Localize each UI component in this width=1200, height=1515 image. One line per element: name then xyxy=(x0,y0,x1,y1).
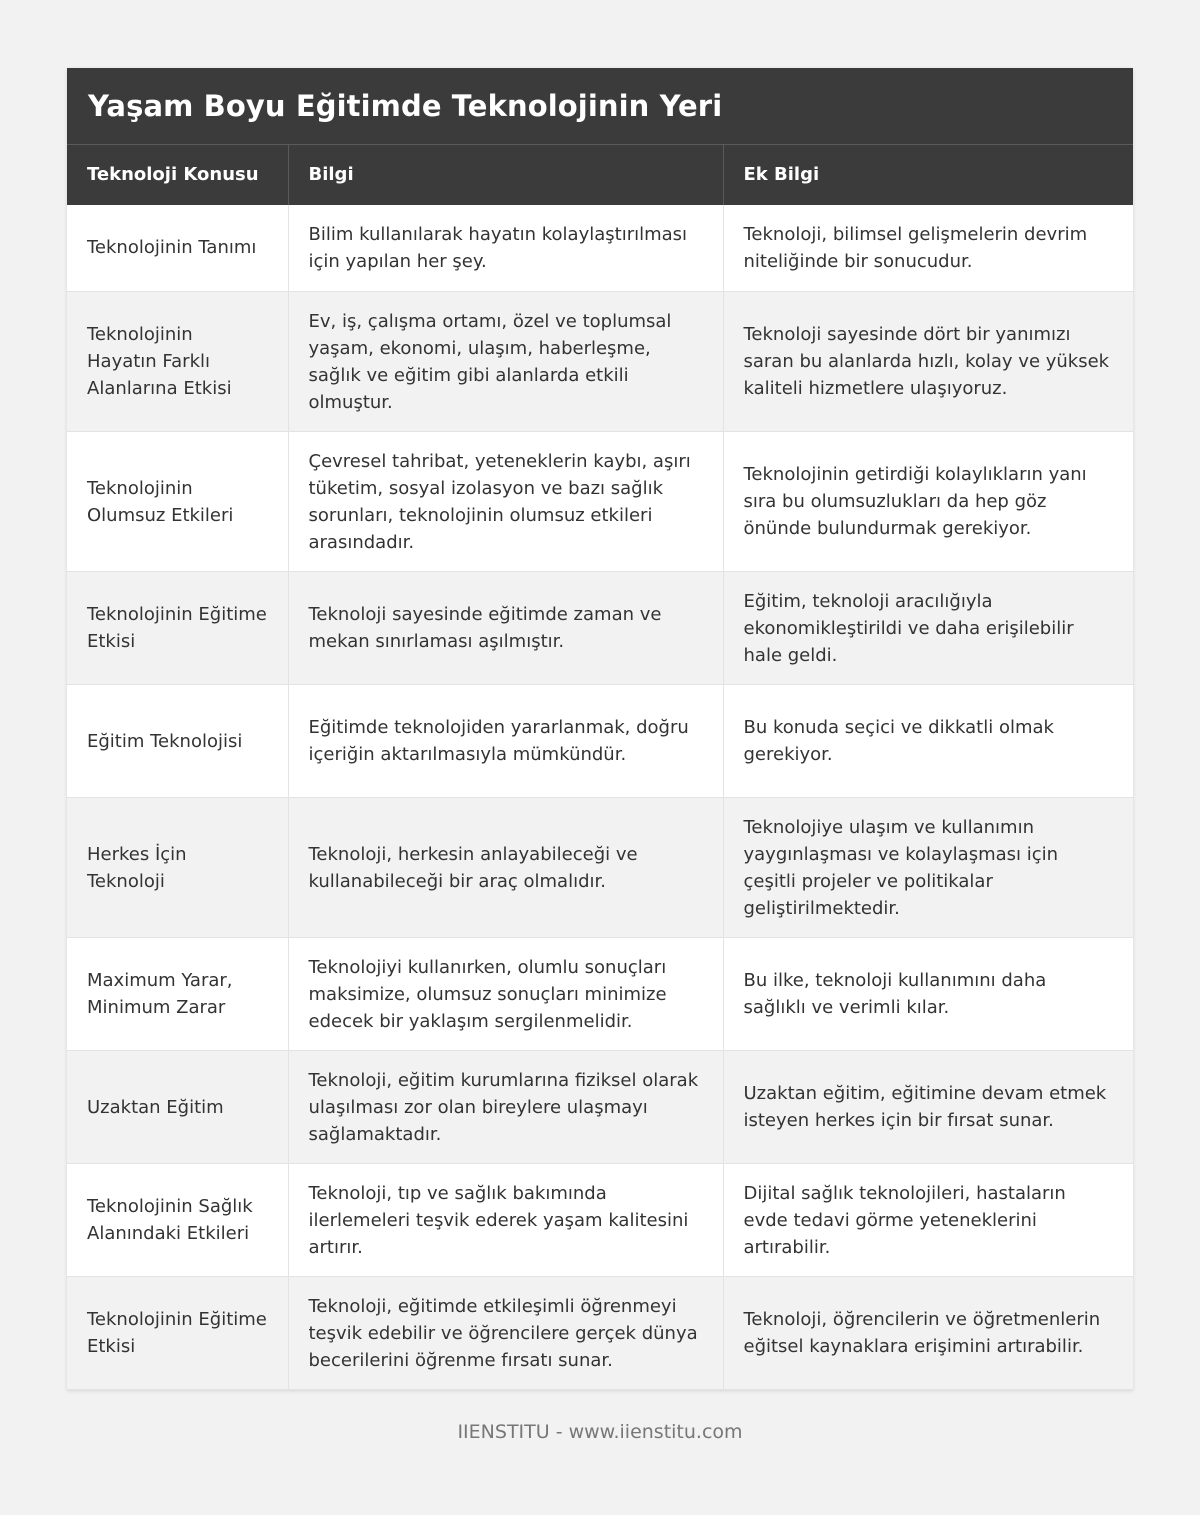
column-header-topic: Teknoloji Konusu xyxy=(67,145,288,205)
cell-extra: Bu ilke, teknoloji kullanımını daha sağlıklı ve verimli kılar. xyxy=(723,938,1133,1051)
table-row xyxy=(67,938,1133,1051)
data-table xyxy=(67,144,1133,1390)
table-row xyxy=(67,1164,1133,1277)
cell-topic: Teknolojinin Olumsuz Etkileri xyxy=(67,432,288,572)
cell-info: Teknoloji, herkesin anlayabileceği ve kullanabileceği bir araç olmalıdır. xyxy=(288,798,723,938)
cell-topic: Maximum Yarar, Minimum Zarar xyxy=(67,938,288,1051)
table-row xyxy=(67,685,1133,798)
cell-topic: Teknolojinin Eğitime Etkisi xyxy=(67,1277,288,1390)
cell-info: Teknolojiyi kullanırken, olumlu sonuçları maksimize, olumsuz sonuçları minimize edecek bir yaklaşım sergilenmelidir. xyxy=(288,938,723,1051)
cell-topic: Herkes İçin Teknoloji xyxy=(67,798,288,938)
table-row xyxy=(67,432,1133,572)
cell-extra: Teknoloji, öğrencilerin ve öğretmenlerin eğitsel kaynaklara erişimini artırabilir. xyxy=(723,1277,1133,1390)
cell-topic: Eğitim Teknolojisi xyxy=(67,685,288,798)
table-row xyxy=(67,292,1133,432)
cell-info: Teknoloji, tıp ve sağlık bakımında ilerlemeleri teşvik ederek yaşam kalitesini artırır. xyxy=(288,1164,723,1277)
table-row xyxy=(67,205,1133,292)
header-row xyxy=(67,145,1133,205)
cell-info: Bilim kullanılarak hayatın kolaylaştırılması için yapılan her şey. xyxy=(288,205,723,292)
footer-credit: IIENSTITU - www.iienstitu.com xyxy=(457,1421,743,1443)
cell-topic: Teknolojinin Sağlık Alanındaki Etkileri xyxy=(67,1164,288,1277)
cell-topic: Teknolojinin Eğitime Etkisi xyxy=(67,572,288,685)
cell-info: Çevresel tahribat, yeteneklerin kaybı, aşırı tüketim, sosyal izolasyon ve bazı sağlık sorunları, teknolojinin olumsuz etkileri arasındadır. xyxy=(288,432,723,572)
cell-extra: Teknoloji sayesinde dört bir yanımızı saran bu alanlarda hızlı, kolay ve yüksek kaliteli hizmetlere ulaşıyoruz. xyxy=(723,292,1133,432)
cell-info: Eğitimde teknolojiden yararlanmak, doğru içeriğin aktarılmasıyla mümkündür. xyxy=(288,685,723,798)
column-header-extra: Ek Bilgi xyxy=(723,145,1133,205)
cell-extra: Bu konuda seçici ve dikkatli olmak gerekiyor. xyxy=(723,685,1133,798)
cell-extra: Uzaktan eğitim, eğitimine devam etmek isteyen herkes için bir fırsat sunar. xyxy=(723,1051,1133,1164)
cell-extra: Teknolojinin getirdiği kolaylıkların yanı sıra bu olumsuzlukları da hep göz önünde bulundurmak gerekiyor. xyxy=(723,432,1133,572)
cell-extra: Teknoloji, bilimsel gelişmelerin devrim niteliğinde bir sonucudur. xyxy=(723,205,1133,292)
cell-topic: Teknolojinin Tanımı xyxy=(67,205,288,292)
cell-info: Teknoloji, eğitimde etkileşimli öğrenmeyi teşvik edebilir ve öğrencilere gerçek dünya becerilerini öğrenme fırsatı sunar. xyxy=(288,1277,723,1390)
column-header-info: Bilgi xyxy=(288,145,723,205)
title-bar xyxy=(67,68,1133,144)
table-row xyxy=(67,1051,1133,1164)
page-title: Yaşam Boyu Eğitimde Teknolojinin Yeri xyxy=(88,89,723,123)
table-body xyxy=(67,205,1133,1390)
cell-info: Ev, iş, çalışma ortamı, özel ve toplumsal yaşam, ekonomi, ulaşım, haberleşme, sağlık ve eğitim gibi alanlarda etkili olmuştur. xyxy=(288,292,723,432)
table-row xyxy=(67,798,1133,938)
table-header xyxy=(67,145,1133,205)
cell-extra: Eğitim, teknoloji aracılığıyla ekonomikleştirildi ve daha erişilebilir hale geldi. xyxy=(723,572,1133,685)
content-card xyxy=(67,68,1133,1390)
cell-info: Teknoloji, eğitim kurumlarına fiziksel olarak ulaşılması zor olan bireylere ulaşmayı sağlamaktadır. xyxy=(288,1051,723,1164)
table-row xyxy=(67,1277,1133,1390)
cell-topic: Uzaktan Eğitim xyxy=(67,1051,288,1164)
cell-info: Teknoloji sayesinde eğitimde zaman ve mekan sınırlaması aşılmıştır. xyxy=(288,572,723,685)
cell-topic: Teknolojinin Hayatın Farklı Alanlarına Etkisi xyxy=(67,292,288,432)
cell-extra: Dijital sağlık teknolojileri, hastaların evde tedavi görme yeteneklerini artırabilir. xyxy=(723,1164,1133,1277)
cell-extra: Teknolojiye ulaşım ve kullanımın yaygınlaşması ve kolaylaşması için çeşitli projeler ve politikalar geliştirilmektedir. xyxy=(723,798,1133,938)
table-row xyxy=(67,572,1133,685)
